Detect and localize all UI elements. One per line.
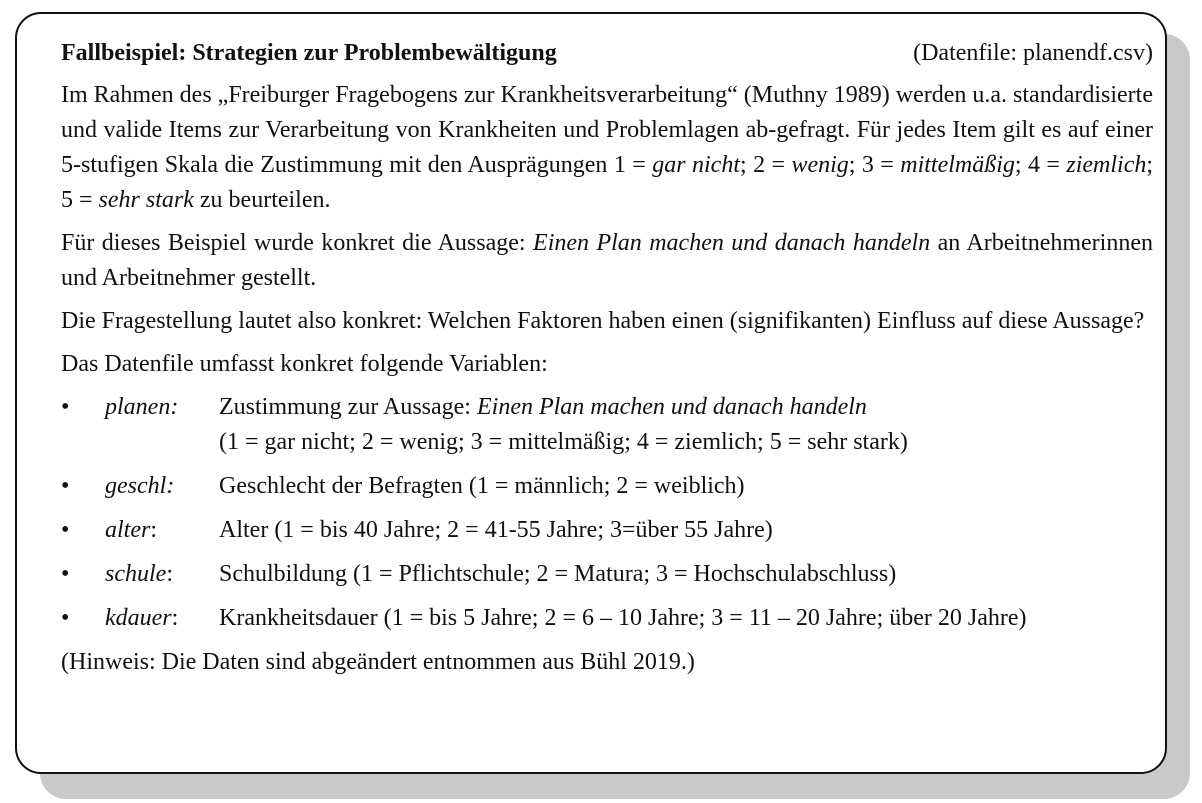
variable-name: geschl:: [105, 473, 175, 499]
variable-description: Geschlecht der Befragten (1 = männlich; 2 = weiblich): [219, 473, 745, 499]
title-row: [61, 36, 1153, 71]
list-item: [61, 390, 1153, 460]
intro-end: zu beurteilen.: [193, 187, 331, 213]
case-study-box: [15, 12, 1167, 774]
variable-description: [219, 390, 908, 460]
source-note: (Hinweis: Die Daten sind abgeändert entnommen aus Bühl 2019.): [61, 649, 695, 675]
intro-text: Im Rahmen des „Freiburger Fragebogens zur Krankheitsverarbeitung“ (Muthny 1989) werden u.a. standardisierte und valide Items zur Verarbeitung von Krankheiten und Problemlagen ab-gefragt. Für jedes Item gilt es auf einer 5-stufigen Skala die Zustimmung mit den Ausprägungen 1 =: [61, 82, 1153, 178]
scale-sep-4: ; 5 =: [61, 152, 1154, 213]
variable-name-text: kdauer: [105, 605, 172, 631]
bullet-icon: •: [61, 605, 70, 631]
scale-label-1: gar nicht: [652, 152, 740, 178]
scale-label-5: sehr stark: [98, 187, 194, 213]
variable-name: [105, 557, 219, 592]
variable-name: planen:: [105, 394, 179, 420]
case-study-content: [61, 36, 1153, 688]
variable-description: Alter (1 = bis 40 Jahre; 2 = 41-55 Jahre; 3=über 55 Jahre): [219, 517, 773, 543]
example-statement: Einen Plan machen und danach handeln: [533, 230, 931, 256]
variable-name-text: alter: [105, 517, 151, 543]
example-text: Für dieses Beispiel wurde konkret die Aussage:: [61, 230, 534, 256]
description-prefix: Zustimmung zur Aussage:: [219, 394, 477, 420]
description-scale: (1 = gar nicht; 2 = wenig; 3 = mittelmäßig; 4 = ziemlich; 5 = sehr stark): [219, 429, 908, 455]
case-study-title: Fallbeispiel: Strategien zur Problembewältigung: [61, 40, 557, 66]
list-item: [61, 557, 1153, 592]
bullet-icon: •: [61, 561, 70, 587]
variable-description: Krankheitsdauer (1 = bis 5 Jahre; 2 = 6 – 10 Jahre; 3 = 11 – 20 Jahre; über 20 Jahre): [219, 605, 1027, 631]
bullet-icon: •: [61, 517, 70, 543]
bullet-icon: •: [61, 473, 70, 499]
scale-sep-2: ; 3 =: [848, 152, 901, 178]
variable-suffix: :: [150, 517, 157, 543]
list-item: [61, 513, 1153, 548]
description-statement: Einen Plan machen und danach handeln: [476, 394, 867, 420]
bullet-icon: •: [61, 394, 70, 420]
scale-sep-3: ; 4 =: [1014, 152, 1067, 178]
variable-suffix: :: [166, 561, 173, 587]
scale-label-2: wenig: [791, 152, 849, 178]
variables-intro: Das Datenfile umfasst konkret folgende Variablen:: [61, 351, 548, 377]
datafile-label: (Datenfile: planendf.csv): [913, 40, 1153, 66]
scale-sep-1: ; 2 =: [739, 152, 792, 178]
variable-list: [61, 390, 1153, 636]
variable-name: [105, 601, 219, 636]
scale-label-4: ziemlich: [1066, 152, 1147, 178]
question-paragraph: Die Fragestellung lautet also konkret: Welchen Faktoren haben einen (signifikanten) Einfluss auf diese Aussage?: [61, 308, 1145, 334]
variable-suffix: :: [171, 605, 179, 631]
list-item: [61, 469, 1153, 504]
variable-name: [105, 513, 219, 548]
intro-paragraph: [61, 78, 1153, 218]
variable-description: Schulbildung (1 = Pflichtschule; 2 = Matura; 3 = Hochschulabschluss): [219, 561, 897, 587]
example-paragraph: [61, 226, 1153, 296]
variable-name-text: schule: [105, 561, 167, 587]
list-item: [61, 601, 1153, 636]
example-text-end: an Arbeitnehmerinnen und Arbeitnehmer gestellt.: [61, 230, 1153, 291]
scale-label-3: mittelmäßig: [900, 152, 1015, 178]
